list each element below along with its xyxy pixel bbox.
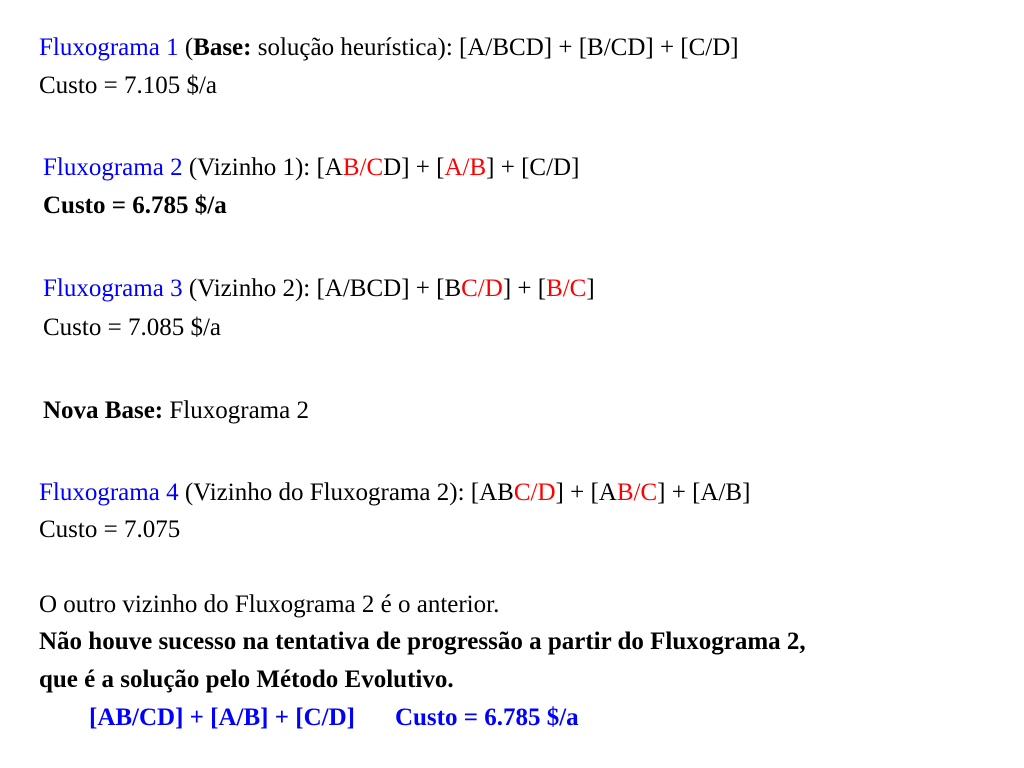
fluxograma-3-red-1: C/D: [461, 275, 503, 302]
conclusion-line-1: O outro vizinho do Fluxograma 2 é o anterior.: [39, 591, 500, 618]
fluxograma-2-red-2: A/B: [444, 154, 487, 181]
fluxograma-4-name: Fluxograma 4: [39, 479, 179, 506]
final-solution-configuration: [AB/CD] + [A/B] + [C/D]: [89, 704, 355, 731]
fluxograma-2-desc-3: ] + [C/D]: [486, 154, 580, 181]
fluxograma-2-red-1: B/C: [342, 154, 384, 181]
fluxograma-2-cost: Custo = 6.785 $/a: [43, 192, 227, 219]
fluxograma-4-desc-1: (Vizinho do Fluxograma 2): [AB: [178, 479, 514, 506]
fluxograma-2-heading: [43, 153, 579, 183]
fluxograma-1-heading: [39, 33, 739, 63]
nova-base-value: Fluxograma 2: [163, 397, 309, 424]
fluxograma-4-desc-2: ] + [A: [555, 479, 617, 506]
fluxograma-1-desc-post: solução heurística): [A/BCD] + [B/CD] + [C/D]: [251, 34, 739, 61]
fluxograma-1-cost: Custo = 7.105 $/a: [39, 72, 217, 99]
fluxograma-4-heading: [39, 478, 750, 508]
fluxograma-2-desc-1: (Vizinho 1): [A: [182, 154, 343, 181]
fluxograma-2-desc-2: D] + [: [383, 154, 445, 181]
fluxograma-3-desc-1: (Vizinho 2): [A/BCD] + [B: [182, 275, 462, 302]
fluxograma-3-heading: [43, 274, 595, 304]
final-solution: [89, 703, 579, 733]
nova-base: [43, 396, 309, 426]
final-solution-cost: Custo = 6.785 $/a: [394, 704, 579, 731]
conclusion-line-3: que é a solução pelo Método Evolutivo.: [39, 666, 454, 693]
fluxograma-3-name: Fluxograma 3: [43, 275, 183, 302]
fluxograma-1-base-label: Base:: [193, 34, 252, 61]
fluxograma-1-desc-pre: (: [178, 34, 194, 61]
fluxograma-3-desc-2: ] + [: [502, 275, 547, 302]
fluxograma-4-red-1: C/D: [513, 479, 556, 506]
fluxograma-4-desc-3: ] + [A/B]: [657, 479, 751, 506]
fluxograma-3-red-2: B/C: [546, 275, 587, 302]
fluxograma-3-desc-3: ]: [586, 275, 595, 302]
conclusion-line-2: Não houve sucesso na tentativa de progressão a partir do Fluxograma 2,: [39, 628, 806, 655]
fluxograma-3-cost: Custo = 7.085 $/a: [43, 314, 221, 341]
nova-base-label: Nova Base:: [43, 397, 164, 424]
fluxograma-2-name: Fluxograma 2: [43, 154, 183, 181]
fluxograma-1-name: Fluxograma 1: [39, 34, 179, 61]
fluxograma-4-red-2: B/C: [616, 479, 658, 506]
fluxograma-4-cost: Custo = 7.075: [39, 516, 181, 543]
